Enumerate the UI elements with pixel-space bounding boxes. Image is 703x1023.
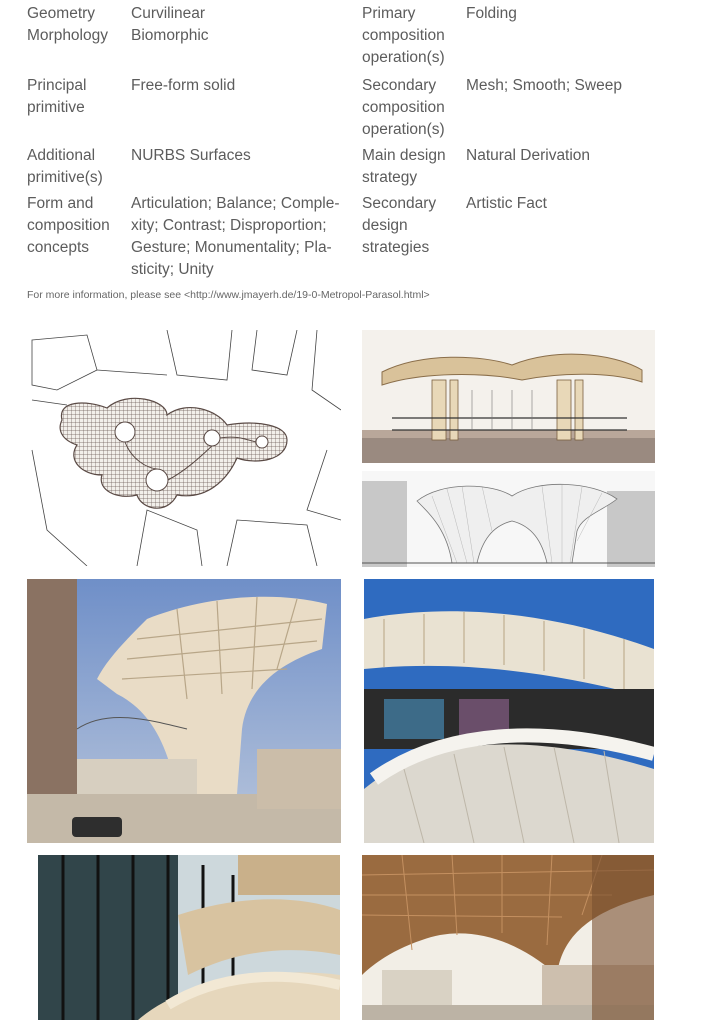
secondary-strategies-label: Secondary design strategies (362, 195, 437, 256)
parasol-photo-dusk (27, 579, 341, 843)
secondary-operation-label: Secondary composition operation(s) (362, 77, 445, 138)
primary-operation-label: Primary composition operation(s) (362, 5, 445, 66)
concepts-line: Articulation; Balance; Comple- (131, 195, 340, 212)
concepts-line: xity; Contrast; Disproportion; (131, 217, 327, 234)
elevation-drawing (362, 471, 655, 567)
section-drawing (362, 330, 655, 463)
primary-operation-value: Folding (466, 5, 517, 22)
secondary-strategies-value: Artistic Fact (466, 195, 547, 212)
more-info-note: For more information, please see <http://www.jmayerh.de/19-0-Metropol-Parasol.html> (27, 289, 430, 301)
parasol-photo-canopy (362, 855, 654, 1020)
site-plan-drawing (27, 330, 341, 566)
main-strategy-value: Natural Derivation (466, 147, 591, 164)
principal-primitive-value: Free-form solid (131, 77, 236, 94)
concepts-line: Gesture; Monumentality; Pla- (131, 239, 332, 256)
secondary-operation-value: Mesh; Smooth; Sweep (466, 77, 622, 94)
concepts-label: Form and composition concepts (27, 195, 110, 256)
geometry-label: Geometry Morphology (27, 5, 108, 44)
parasol-photo-walkway (364, 579, 654, 843)
additional-primitive-label: Additional primitive(s) (27, 147, 103, 186)
main-strategy-label: Main design strategy (362, 147, 446, 186)
concepts-line: sticity; Unity (131, 261, 214, 278)
additional-primitive-value: NURBS Surfaces (131, 147, 251, 164)
principal-primitive-label: Principal primitive (27, 77, 87, 116)
parasol-photo-glass (38, 855, 340, 1020)
concepts-value (131, 193, 343, 281)
geometry-value: Curvilinear Biomorphic (131, 5, 209, 44)
